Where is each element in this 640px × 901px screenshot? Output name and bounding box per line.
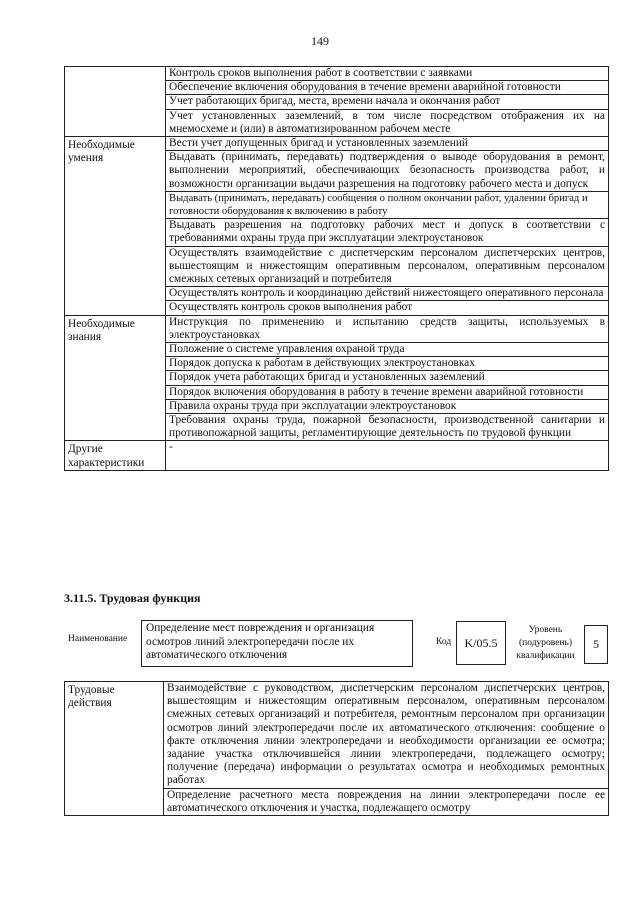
function-code: K/05.5 bbox=[456, 621, 506, 665]
list-item: Осуществлять контроль сроков выполнения работ bbox=[166, 301, 609, 315]
table-row bbox=[65, 137, 609, 151]
list-item: Взаимодействие с руководством, диспетчерским персоналом диспетчерских центров, вышестоящим и нижестоящим оперативным персоналом, оперативным персоналом смежных сетевых организаций и потребителя, ремонтным персоналом при организации осмотров линий электропередачи после их автоматического отключения: сообщение о факте отключения линии электропередачи и необходимости организации ее осмотра; задание участка отключившейся линии электропередачи, подлежащего осмотру; получение (передача) информации о результатах осмотра и необходимых ремонтных работах bbox=[164, 682, 609, 789]
table-row bbox=[65, 315, 609, 342]
list-item: Выдавать (принимать, передавать) подтверждения о выводе оборудования в ремонт, выполнении мероприятий, обеспечивающих безопасность производства работ, и возможности организации выдачи разрешения на подготовку рабочего места и допуск bbox=[166, 151, 609, 192]
list-item: Выдавать (принимать, передавать) сообщения о полном окончании работ, удалении бригад и готовности оборудования к включению в работу bbox=[166, 191, 609, 218]
list-item: Учет установленных заземлений, в том числе посредством отображения их на мнемосхеме и (или) в автоматизированном рабочем месте bbox=[166, 109, 609, 136]
list-item: - bbox=[166, 441, 609, 470]
list-item: Порядок включения оборудования в работу в течение времени аварийной готовности bbox=[166, 385, 609, 399]
table-row bbox=[65, 441, 609, 470]
other-label: Другие характеристики bbox=[65, 441, 166, 470]
table-row bbox=[65, 67, 609, 81]
list-item: Порядок учета работающих бригад и установленных заземлений bbox=[166, 371, 609, 385]
actions-label: Трудовые действия bbox=[65, 682, 164, 816]
knowledge-label: Необходимые знания bbox=[65, 315, 166, 441]
name-label: Наименование bbox=[68, 634, 128, 644]
row-label bbox=[65, 67, 166, 137]
section-title: 3.11.5. Трудовая функция bbox=[64, 591, 201, 605]
page-number: 149 bbox=[311, 34, 329, 48]
skills-label: Необходимые умения bbox=[65, 137, 166, 316]
qualification-level: 5 bbox=[584, 625, 608, 664]
list-item: Вести учет допущенных бригад и установленных заземлений bbox=[166, 137, 609, 151]
list-item: Инструкция по применению и испытанию средств защиты, используемых в электроустановках bbox=[166, 315, 609, 342]
list-item: Требования охраны труда, пожарной безопасности, производственной санитарии и противопожарной защиты, регламентирующие деятельность по трудовой функции bbox=[166, 414, 609, 441]
labor-actions-table bbox=[64, 681, 609, 816]
table-row bbox=[65, 682, 609, 789]
function-name: Определение мест повреждения и организация осмотров линий электропередачи после их автоматического отключения bbox=[141, 620, 413, 667]
list-item: Учет работающих бригад, места, времени начала и окончания работ bbox=[166, 95, 609, 109]
list-item: Положение о системе управления охраной труда bbox=[166, 343, 609, 357]
list-item: Порядок допуска к работам в действующих электроустановках bbox=[166, 357, 609, 371]
list-item: Обеспечение включения оборудования в течение времени аварийной готовности bbox=[166, 81, 609, 95]
competency-table bbox=[64, 66, 609, 471]
list-item: Осуществлять взаимодействие с диспетчерским персоналом диспетчерских центров, вышестоящим и нижестоящим оперативным персоналом, оперативным персоналом смежных сетевых организаций и потребителя bbox=[166, 246, 609, 287]
level-label: Уровень (подуровень) квалификации bbox=[516, 625, 575, 661]
code-label: Код bbox=[436, 637, 452, 647]
list-item: Выдавать разрешения на подготовку рабочих мест и допуск в соответствии с требованиями охраны труда при эксплуатации электроустановок bbox=[166, 219, 609, 246]
list-item: Правила охраны труда при эксплуатации электроустановок bbox=[166, 399, 609, 413]
list-item: Определение расчетного места повреждения на линии электропередачи после ее автоматического отключения и участка, подлежащего осмотру bbox=[164, 788, 609, 815]
list-item: Осуществлять контроль и координацию действий нижестоящего оперативного персонала bbox=[166, 287, 609, 301]
list-item: Контроль сроков выполнения работ в соответствии с заявками bbox=[166, 67, 609, 81]
